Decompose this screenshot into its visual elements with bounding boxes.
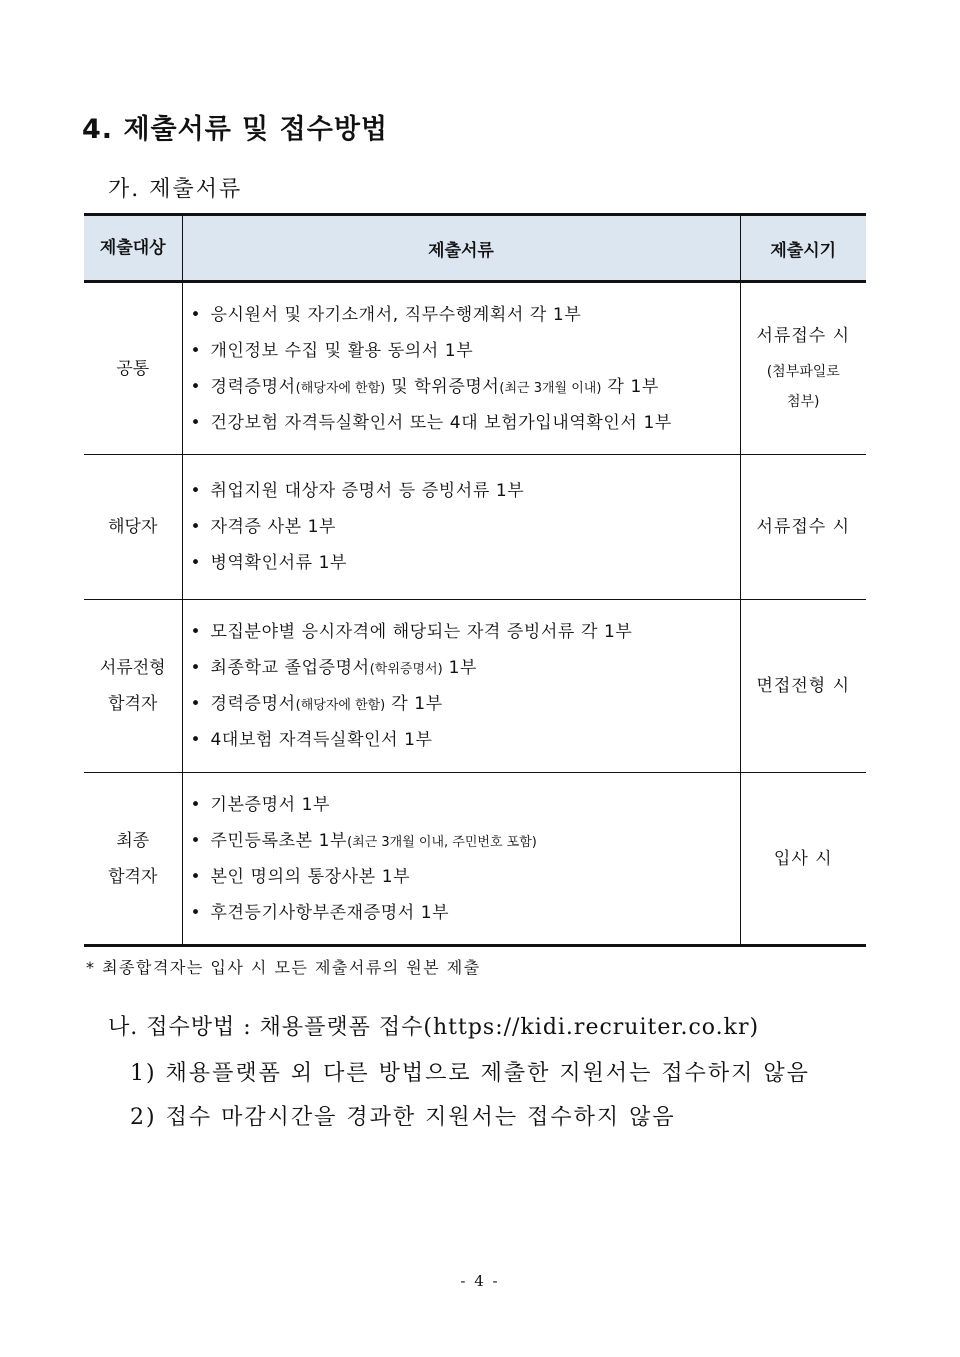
footnote: * 최종합격자는 입사 시 모든 제출서류의 원본 제출 xyxy=(86,958,481,977)
row-documents xyxy=(182,600,740,773)
list-item: • 기본증명서 1부 xyxy=(190,794,331,815)
table-row xyxy=(84,773,866,946)
table-header-row xyxy=(84,215,866,282)
header-timing: 제출시기 xyxy=(740,215,866,282)
section-title: 4. 제출서류 및 접수방법 xyxy=(82,114,388,145)
list-item: • 응시원서 및 자기소개서, 직무수행계획서 각 1부 xyxy=(190,304,582,325)
list-item: • 병역확인서류 1부 xyxy=(190,553,348,573)
timing-note: (첨부파일로 첨부) xyxy=(766,363,840,410)
list-item: • 건강보험 자격득실확인서 또는 4대 보험가입내역확인서 1부 xyxy=(190,412,672,433)
row-timing: 서류접수 시 xyxy=(740,455,866,600)
list-item: • 주민등록초본 1부(최근 3개월 이내, 주민번호 포함) xyxy=(190,830,537,851)
row-documents xyxy=(182,773,740,946)
table-row xyxy=(84,282,866,455)
subsection-title-method: 나. 접수방법 : 채용플랫폼 접수(https://kidi.recruiter.co.kr) xyxy=(108,1015,760,1040)
header-documents: 제출서류 xyxy=(182,215,740,282)
list-item: 1) 채용플랫폼 외 다른 방법으로 제출한 지원서는 접수하지 않음 xyxy=(130,1061,810,1086)
list-item: • 개인정보 수집 및 활용 동의서 1부 xyxy=(190,340,474,361)
row-target: 공통 xyxy=(84,282,182,455)
list-item: • 후견등기사항부존재증명서 1부 xyxy=(190,902,450,923)
list-item: • 경력증명서(해당자에 한함) 및 학위증명서(최근 3개월 이내) 각 1부 xyxy=(190,376,659,397)
row-timing: 면접전형 시 xyxy=(740,600,866,773)
page-number: - 4 - xyxy=(460,1272,500,1290)
header-target: 제출대상 xyxy=(84,215,182,282)
list-item: • 경력증명서(해당자에 한함) 각 1부 xyxy=(190,694,443,714)
row-timing: 서류접수 시 (첨부파일로 첨부) xyxy=(740,282,866,455)
row-timing: 입사 시 xyxy=(740,773,866,946)
documents-table xyxy=(84,213,866,947)
row-documents xyxy=(182,455,740,600)
list-item: 2) 접수 마감시간을 경과한 지원서는 접수하지 않음 xyxy=(130,1105,676,1130)
list-item: • 최종학교 졸업증명서(학위증명서) 1부 xyxy=(190,658,478,678)
row-target: 서류전형 합격자 xyxy=(84,600,182,773)
table-row xyxy=(84,600,866,773)
list-item: • 모집분야별 응시자격에 해당되는 자격 증빙서류 각 1부 xyxy=(190,622,633,642)
list-item: • 본인 명의의 통장사본 1부 xyxy=(190,866,411,887)
list-item: • 4대보험 자격득실확인서 1부 xyxy=(190,730,433,750)
row-documents xyxy=(182,282,740,455)
row-target: 최종 합격자 xyxy=(84,773,182,946)
list-item: • 취업지원 대상자 증명서 등 증빙서류 1부 xyxy=(190,481,525,501)
table-row xyxy=(84,455,866,600)
subsection-title-documents: 가. 제출서류 xyxy=(108,177,243,202)
row-target: 해당자 xyxy=(84,455,182,600)
list-item: • 자격증 사본 1부 xyxy=(190,517,337,537)
